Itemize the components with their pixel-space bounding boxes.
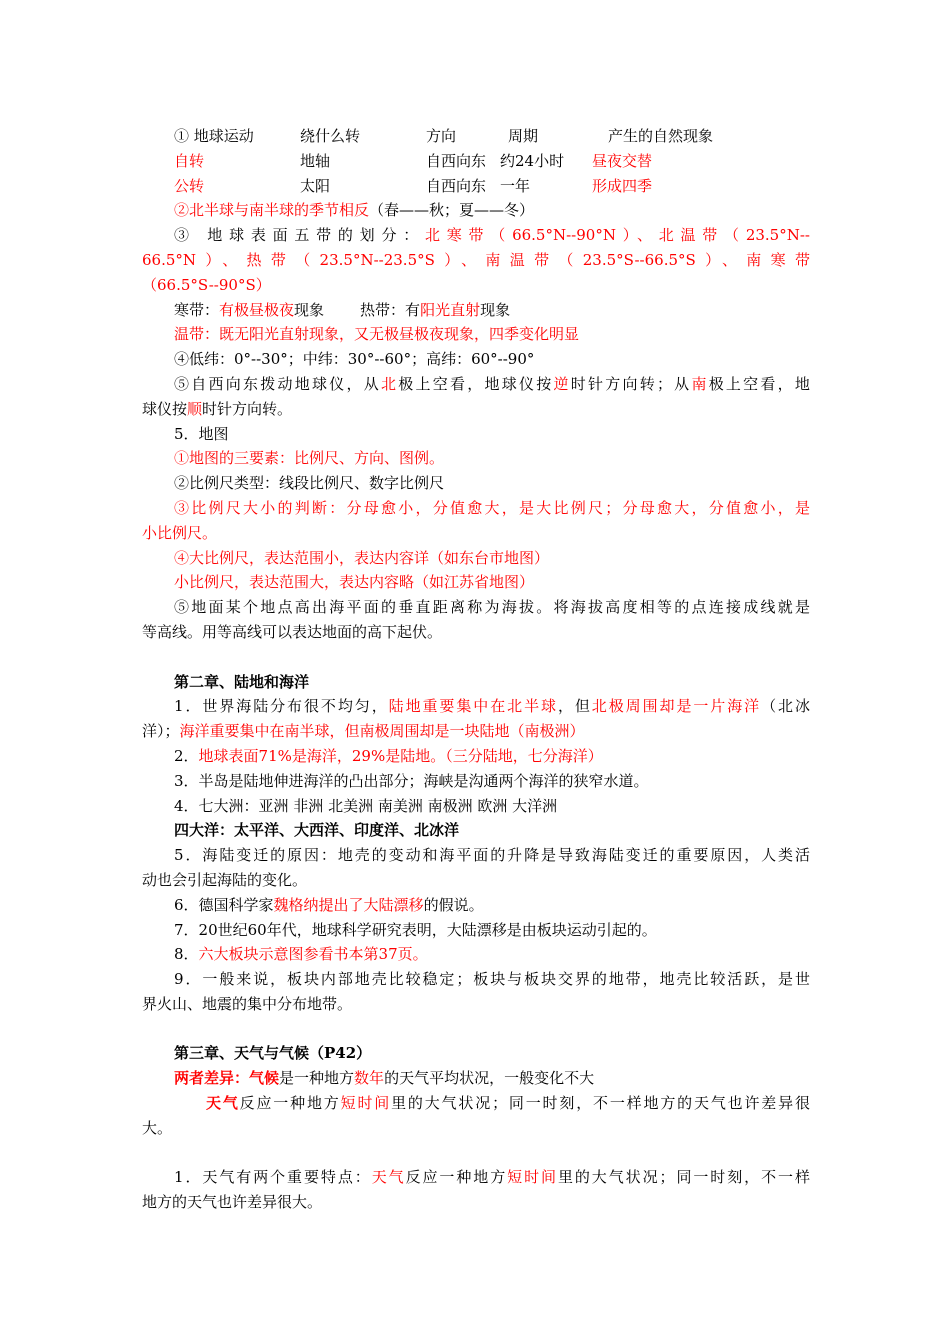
text-red: 北 (380, 374, 399, 393)
text: 的天气平均状况，一般变化不大 (384, 1069, 595, 1088)
text-red: 北极周围却是一片海洋 (591, 697, 762, 716)
section-heading-map: 5．地图 (174, 424, 229, 443)
list-item (142, 893, 810, 918)
list-item (142, 694, 810, 719)
text: 8． (174, 945, 199, 964)
table-cell: 地轴 (300, 151, 331, 170)
chapter3-title: 第三章、天气与气候（P42） (174, 1044, 372, 1063)
list-item (142, 1165, 810, 1190)
text-red: ②北半球与南半球的季节相反 (174, 201, 370, 220)
paragraph-latitudes: ④低纬：0°--30°；中纬：30°--60°；高纬：60°--90° (174, 350, 535, 369)
text: ⑤自西向东拨动地球仪，从 (174, 374, 381, 393)
table-cell: 约24小时 (500, 151, 565, 170)
text: 里的大气状况；同一时刻，不一样 (557, 1168, 810, 1187)
document-page (142, 124, 810, 1215)
text-red: 短时间 (340, 1094, 392, 1113)
paragraph-contour-line2: 等高线。用等高线可以表达地面的高下起伏。 (142, 622, 443, 641)
text: 反应一种地方 (405, 1168, 508, 1187)
table-header-cell: 绕什么转 (300, 127, 361, 145)
text: ③ 地球表面五带的划分： (174, 226, 425, 245)
table-row (142, 174, 810, 199)
table-cell: 公转 (174, 176, 205, 195)
text: （北冰 (761, 697, 810, 716)
text: 里的大气状况；同一时刻，不一样地方的天气也许差异很 (391, 1094, 810, 1113)
text: 热带：有 (360, 300, 421, 319)
paragraph-globe-rotation-line1 (142, 372, 810, 397)
text: 1．天气有两个重要特点： (174, 1168, 372, 1187)
text: 现象 (294, 300, 325, 319)
text: 反应一种地方 (239, 1094, 341, 1113)
paragraph-contour-line1: ⑤地面某个地点高出海平面的垂直距离称为海拔。将海拔高度相等的点连接成线就是 (174, 598, 810, 617)
paragraph-weather-definition-line1 (142, 1091, 810, 1116)
table-header-cell: ① 地球运动 (174, 127, 254, 145)
paragraph-map-elements: ①地图的三要素：比例尺、方向、图例。 (174, 449, 445, 468)
list-item (142, 744, 810, 769)
text-red: 逆 (553, 374, 571, 393)
text-red: 六大板块示意图参看书本第37页。 (198, 945, 428, 964)
text-red-bold: 两者差异： (174, 1069, 250, 1088)
chapter2-title: 第二章、陆地和海洋 (174, 672, 310, 691)
text: 洋）； (142, 722, 180, 741)
text-red: 顺 (187, 399, 203, 418)
text: 1．世界海陆分布很不均匀， (174, 697, 389, 716)
text-red: 短时间 (507, 1168, 558, 1187)
list-item: 4．七大洲：亚洲 非洲 北美洲 南美洲 南极洲 欧洲 大洋洲 (174, 796, 558, 815)
paragraph-seasons (142, 198, 810, 223)
table-row (142, 149, 810, 174)
list-item-continued: 界火山、地震的集中分布地带。 (142, 994, 353, 1013)
paragraph-weather-definition-line2: 大。 (142, 1118, 173, 1137)
list-item: 5．海陆变迁的原因：地壳的变动和海平面的升降是导致海陆变迁的重要原因，人类活 (174, 846, 810, 865)
paragraph-difference (142, 1066, 810, 1091)
table-cell: 太阳 (300, 176, 331, 195)
list-item (142, 942, 810, 967)
list-item: 7．20世纪60年代，地球科学研究表明，大陆漂移是由板块运动引起的。 (174, 920, 657, 939)
text: 寒带： (174, 300, 220, 319)
text-red: 北寒带（66.5°N--90°N）、北温带（23.5°N-- (425, 226, 810, 245)
list-item: 9．一般来说，板块内部地壳比较稳定；板块与板块交界的地带，地壳比较活跃，是世 (174, 970, 810, 989)
text-red: 陆地重要集中在北半球 (388, 697, 558, 716)
text-red: 海洋重要集中在南半球，但南极周围却是一块陆地（南极洲） (179, 722, 585, 741)
text: ，但 (557, 697, 592, 716)
earth-motion-table-header (142, 124, 810, 149)
text-red-bold: 气候 (249, 1069, 280, 1088)
table-header-cell: 周期 (508, 127, 539, 145)
paragraph-five-zones-line1 (142, 223, 810, 248)
text: 2． (174, 746, 199, 765)
paragraph-five-zones-line2: 66.5°N）、热带（23.5°N--23.5°S）、南温带（23.5°S--66.5°S）、南寒带 (142, 250, 810, 269)
paragraph-five-zones-line3: （66.5°S--90°S） (142, 275, 271, 294)
paragraph-globe-rotation-line2 (142, 397, 810, 422)
paragraph-scale-types: ②比例尺类型：线段比例尺、数字比例尺 (174, 474, 445, 493)
text: 6．德国科学家 (174, 895, 274, 914)
table-header-cell: 方向 (426, 127, 457, 145)
table-cell: 形成四季 (592, 176, 653, 195)
text: 时针方向转。 (202, 399, 293, 418)
text-red: 阳光直射 (420, 300, 481, 319)
text: 球仪按 (142, 399, 188, 418)
text-red-bold: 天气 (206, 1094, 240, 1113)
text: （春——秋；夏——冬） (369, 201, 535, 220)
paragraph-scale-judgement-line2: 小比例尺。 (142, 523, 218, 542)
text-red: 数年 (354, 1069, 385, 1088)
text: 时针方向转；从 (570, 374, 692, 393)
list-item-continued (142, 719, 810, 744)
text-red: 地球表面71%是海洋，29%是陆地。（三分陆地，七分海洋） (198, 746, 603, 765)
text-red: 魏格纳提出了大陆漂移 (273, 895, 424, 914)
paragraph-large-scale: ④大比例尺，表达范围小，表达内容详（如东台市地图） (174, 548, 550, 567)
table-cell: 自西向东 (426, 151, 487, 170)
four-oceans: 四大洋：太平洋、大西洋、印度洋、北冰洋 (174, 821, 460, 840)
list-item-continued: 动也会引起海陆的变化。 (142, 870, 308, 889)
text: 极上空看，地 (708, 374, 810, 393)
text-red: 有极昼极夜 (219, 300, 295, 319)
text: 现象 (480, 300, 511, 319)
text: 极上空看，地球仪按 (398, 374, 554, 393)
text: 的假说。 (423, 895, 484, 914)
paragraph-frigid-tropic (142, 298, 810, 323)
table-cell: 一年 (500, 176, 531, 195)
text: 是一种地方 (279, 1069, 355, 1088)
text-red: 天气 (371, 1168, 406, 1187)
list-item: 3．半岛是陆地伸进海洋的凸出部分；海峡是沟通两个海洋的狭窄水道。 (174, 771, 649, 790)
table-cell: 自西向东 (426, 176, 487, 195)
text-red: 南 (691, 374, 709, 393)
table-cell: 昼夜交替 (592, 151, 653, 170)
table-cell: 自转 (174, 151, 205, 170)
paragraph-small-scale: 小比例尺，表达范围大，表达内容略（如江苏省地图） (174, 573, 535, 592)
paragraph-temperate: 温带：既无阳光直射现象，又无极昼极夜现象，四季变化明显 (174, 325, 580, 344)
table-header-cell: 产生的自然现象 (608, 127, 714, 145)
paragraph-scale-judgement-line1: ③比例尺大小的判断：分母愈小，分值愈大，是大比例尺；分母愈大，分值愈小，是 (174, 498, 810, 517)
list-item-continued: 地方的天气也许差异很大。 (142, 1193, 323, 1212)
